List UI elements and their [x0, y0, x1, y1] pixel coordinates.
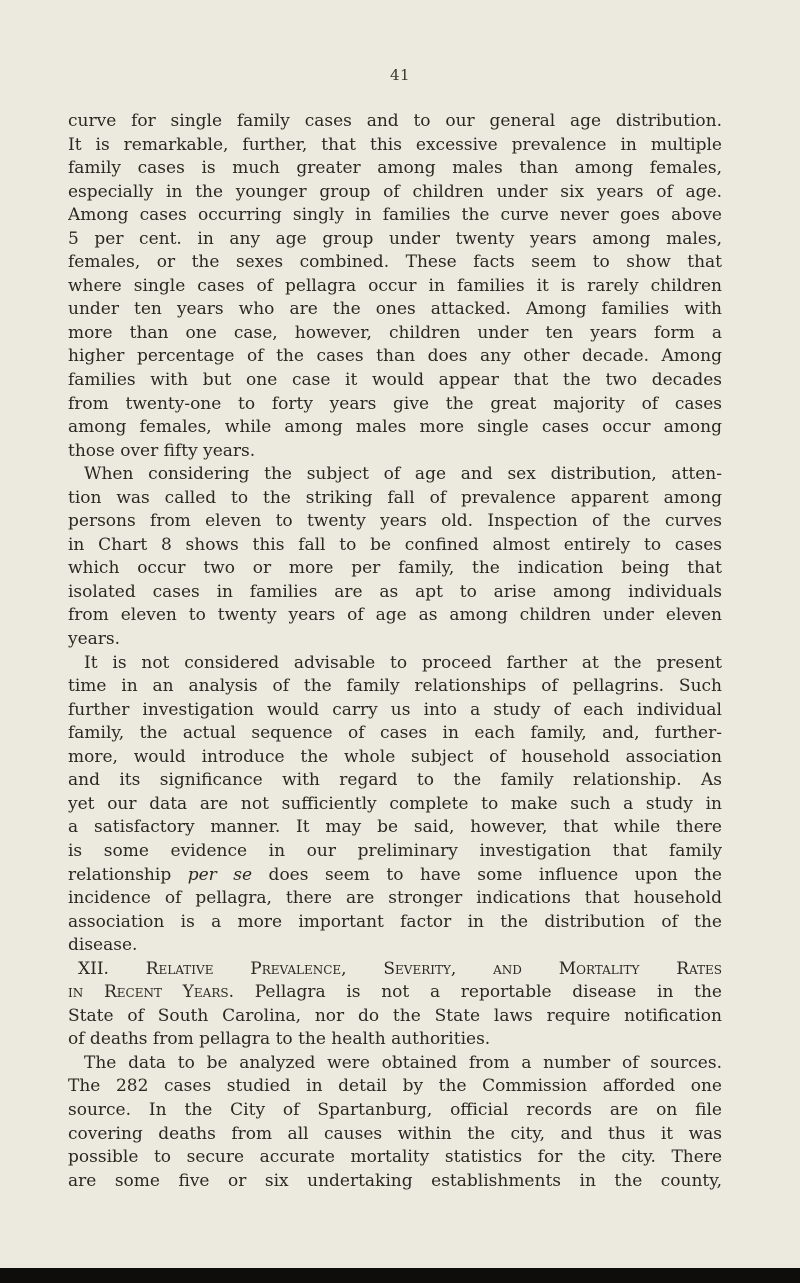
text-line: persons from eleven to twenty years old. Inspection of the curves: [68, 511, 722, 532]
text-line: possible to secure accurate mortality statistics for the city. There: [68, 1147, 722, 1168]
text-line: families with but one case it would appear that the two decades: [68, 370, 722, 391]
text-line: disease.: [68, 935, 138, 956]
text-line: [68, 981, 722, 1005]
text-line: higher percentage of the cases than does any other decade. Among: [68, 346, 722, 367]
text-line: those over fifty years.: [68, 440, 256, 461]
section-xii: [68, 958, 722, 1052]
text-line: is some evidence in our preliminary investigation that family: [68, 840, 722, 861]
italic-phrase: per se: [187, 864, 253, 885]
paragraph-final: [68, 1052, 722, 1193]
text-line: females, or the sexes combined. These facts seem to show that: [68, 252, 722, 273]
text-segment: does seem to have some influence upon the: [252, 864, 722, 885]
text-line: more, would introduce the whole subject of household association: [68, 746, 722, 767]
text-line: under ten years who are the ones attacked. Among families with: [68, 299, 722, 320]
text-line: especially in the younger group of children under six years of age.: [68, 181, 722, 202]
text-line: incidence of pellagra, there are stronger indications that household: [68, 888, 722, 909]
text-line: years.: [68, 629, 121, 650]
text-line: family cases is much greater among males than among females,: [68, 158, 722, 179]
text-line: When considering the subject of age and sex distribution, atten-: [84, 464, 722, 485]
text-line: association is a more important factor in the distribution of the: [68, 911, 722, 932]
text-line: among females, while among males more single cases occur among: [68, 417, 722, 438]
text-line: Among cases occurring singly in families the curve never goes above: [68, 205, 722, 226]
text-line: The data to be analyzed were obtained from a number of sources.: [84, 1052, 722, 1073]
text-line: It is not considered advisable to proceed farther at the present: [84, 652, 722, 673]
text-line: The 282 cases studied in detail by the Commission afforded one: [68, 1076, 722, 1097]
section-heading-continued: in Recent Years.: [68, 982, 234, 1003]
text-line: of deaths from pellagra to the health authorities.: [68, 1029, 491, 1050]
text-line: from eleven to twenty years of age as among children under eleven: [68, 605, 722, 626]
body-text: [68, 110, 722, 1193]
text-line: which occur two or more per family, the indication being that: [68, 558, 722, 579]
text-line: yet our data are not sufficiently complete to make such a study in: [68, 793, 722, 814]
text-line: curve for single family cases and to our general age distribution.: [68, 111, 722, 131]
text-line: 5 per cent. in any age group under twenty years among males,: [68, 228, 722, 249]
text-line: where single cases of pellagra occur in families it is rarely children: [68, 275, 722, 296]
text-line: State of South Carolina, nor do the State laws require notification: [68, 1005, 722, 1026]
text-line: further investigation would carry us into a study of each individual: [68, 699, 722, 720]
section-numeral: XII.: [78, 958, 109, 979]
text-line: in Chart 8 shows this fall to be confined almost entirely to cases: [68, 534, 722, 555]
text-line: from twenty-one to forty years give the great majority of cases: [68, 393, 722, 414]
text-line: It is remarkable, further, that this excessive prevalence in multiple: [68, 134, 722, 155]
text-line: isolated cases in families are as apt to arise among individuals: [68, 581, 722, 602]
text-line: family, the actual sequence of cases in each family, and, further-: [68, 723, 722, 744]
text-line: [68, 864, 722, 888]
text-line: tion was called to the striking fall of prevalence apparent among: [68, 487, 722, 508]
text-line: and its significance with regard to the family relationship. As: [68, 770, 722, 791]
text-line: a satisfactory manner. It may be said, however, that while there: [68, 817, 722, 838]
paragraph-2: [68, 463, 722, 651]
text-segment: relationship: [68, 864, 188, 885]
paragraph-1: [68, 110, 722, 463]
page-number: 41: [389, 66, 411, 84]
text-segment: Pellagra is not a reportable disease in the: [234, 982, 722, 1003]
text-line: are some five or six undertaking establishments in the county,: [68, 1170, 722, 1191]
scan-edge-bar: [0, 1268, 800, 1283]
text-line: source. In the City of Spartanburg, official records are on file: [68, 1099, 722, 1120]
paragraph-3: [68, 652, 722, 958]
text-line: covering deaths from all causes within the city, and thus it was: [68, 1123, 722, 1144]
text-line: more than one case, however, children under ten years form a: [68, 322, 722, 343]
section-heading-line: [68, 958, 722, 982]
section-heading: Relative Prevalence, Severity, and Mortality Rates: [145, 958, 722, 979]
text-line: time in an analysis of the family relationships of pellagrins. Such: [68, 676, 722, 697]
